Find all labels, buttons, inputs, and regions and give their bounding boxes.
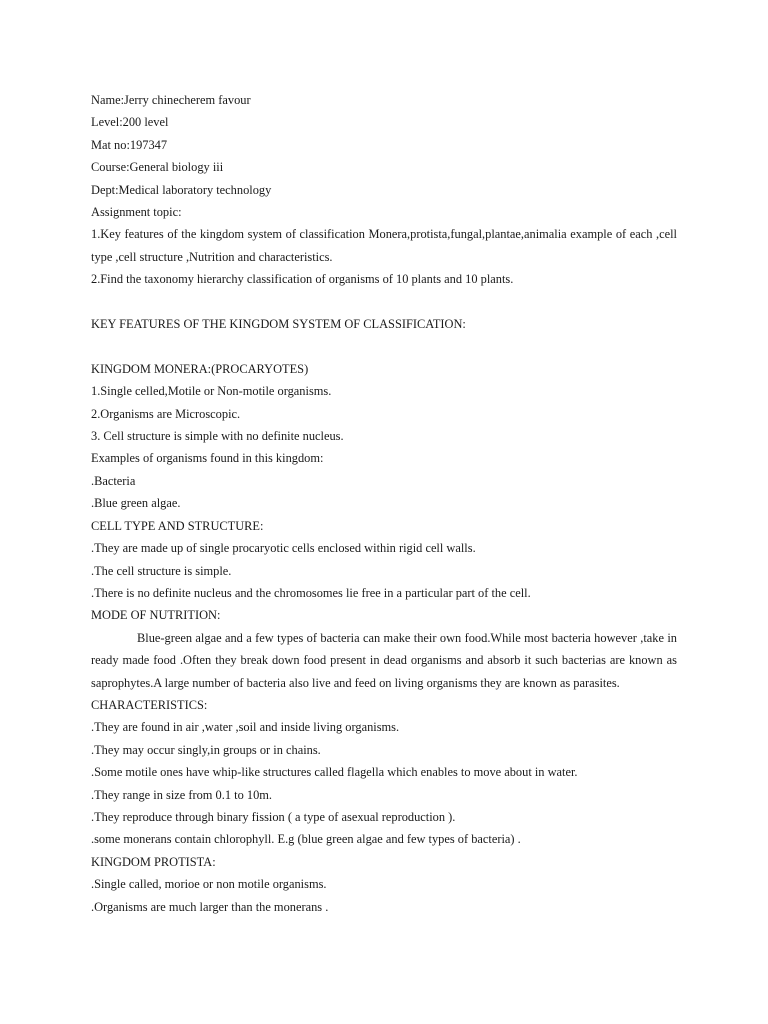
monera-feature: 2.Organisms are Microscopic. xyxy=(91,406,241,421)
characteristic-item: .They reproduce through binary fission ( a type of asexual reproduction ). xyxy=(91,809,456,824)
protista-title: KINGDOM PROTISTA: xyxy=(91,854,216,869)
monera-example: .Blue green algae. xyxy=(91,496,181,511)
characteristic-item: .They may occur singly,in groups or in chains. xyxy=(91,742,321,757)
characteristic-item: .some monerans contain chlorophyll. E.g (blue green algae and few types of bacteria) . xyxy=(91,832,521,847)
section-title: KEY FEATURES OF THE KINGDOM SYSTEM OF CLASSIFICATION: xyxy=(91,317,466,332)
cell-type-heading: CELL TYPE AND STRUCTURE: xyxy=(91,518,264,533)
protista-point: .Single called, morioe or non motile organisms. xyxy=(91,877,327,892)
characteristic-item: .Some motile ones have whip-like structures called flagella which enables to move about in water. xyxy=(91,765,578,780)
monera-feature: 1.Single celled,Motile or Non-motile organisms. xyxy=(91,384,332,399)
monera-feature: 3. Cell structure is simple with no definite nucleus. xyxy=(91,429,344,444)
characteristic-item: .They range in size from 0.1 to 10m. xyxy=(91,787,272,802)
department: Dept:Medical laboratory technology xyxy=(91,182,272,197)
cell-point: .The cell structure is simple. xyxy=(91,563,232,578)
student-name: Name:Jerry chinecherem favour xyxy=(91,93,251,107)
student-level: Level:200 level xyxy=(91,115,169,130)
monera-title: KINGDOM MONERA:(PROCARYOTES) xyxy=(91,361,309,376)
course: Course:General biology iii xyxy=(91,160,224,175)
monera-example: .Bacteria xyxy=(91,473,136,488)
protista-point: .Organisms are much larger than the monerans . xyxy=(91,899,329,914)
spacer xyxy=(91,291,677,313)
cell-point: .There is no definite nucleus and the chromosomes lie free in a particular part of the cell. xyxy=(91,585,531,600)
characteristic-item: .They are found in air ,water ,soil and inside living organisms. xyxy=(91,720,400,735)
matric-number: Mat no:197347 xyxy=(91,137,168,152)
assignment-topic-1: 1.Key features of the kingdom system of classification Monera,protista,fungal,plantae,animalia example of each ,cell type ,cell structure ,Nutrition and characteristics. xyxy=(91,227,677,264)
assignment-topic-label: Assignment topic: xyxy=(91,205,182,220)
characteristics-heading: CHARACTERISTICS: xyxy=(91,697,208,712)
spacer xyxy=(91,335,677,357)
monera-examples-label: Examples of organisms found in this kingdom: xyxy=(91,451,324,466)
cell-point: .They are made up of single procaryotic cells enclosed within rigid cell walls. xyxy=(91,541,476,556)
nutrition-heading: MODE OF NUTRITION: xyxy=(91,608,221,623)
nutrition-paragraph: Blue-green algae and a few types of bacteria can make their own food.While most bacteria however ,take in ready made food .Often they break down food present in dead organisms and absorb it such bacterias are known as saprophytes.A large number of bacteria also live and feed on living organisms they are known as parasites. xyxy=(91,630,677,690)
assignment-topic-2: 2.Find the taxonomy hierarchy classification of organisms of 10 plants and 10 plants. xyxy=(91,272,514,287)
